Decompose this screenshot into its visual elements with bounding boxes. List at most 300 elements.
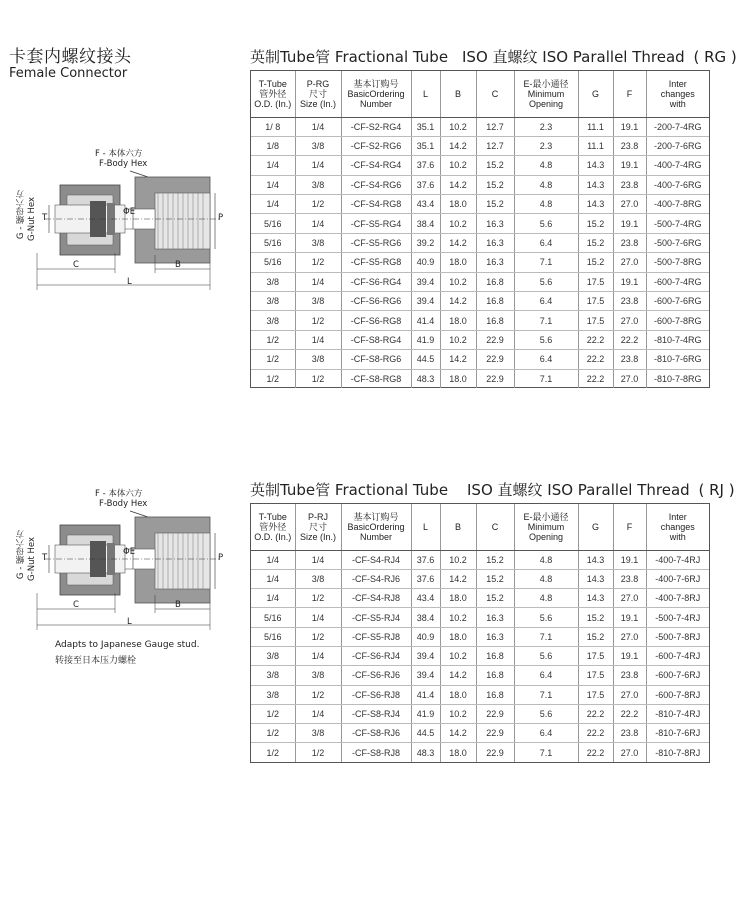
table-cell: 1/4 <box>251 569 295 588</box>
table-row <box>251 589 709 608</box>
table-cell: 18.0 <box>440 253 476 272</box>
table-cell: 16.8 <box>476 646 514 665</box>
column-header <box>578 504 613 550</box>
table-cell: 43.4 <box>411 195 440 214</box>
column-header-line: 管外径 <box>259 521 287 532</box>
section-2-title-right <box>467 479 735 500</box>
column-header <box>440 504 476 550</box>
body-hex-label-cn: F - 本体六方 <box>95 149 143 159</box>
column-header-line: Size (In.) <box>299 531 336 542</box>
section-1-title-left: 英制Tube管 Fractional Tube <box>250 48 449 66</box>
table-cell: 16.3 <box>476 233 514 252</box>
column-header <box>476 71 514 117</box>
column-header-line: T-Tube <box>258 511 287 522</box>
table-cell: 10.2 <box>440 117 476 136</box>
table-row <box>251 743 709 762</box>
table-cell: -CF-S8-RG4 <box>341 330 411 349</box>
table-cell: 19.1 <box>613 550 646 569</box>
table-cell: -CF-S4-RJ4 <box>341 550 411 569</box>
table-cell: 1/4 <box>251 589 295 608</box>
table-cell: 23.8 <box>613 175 646 194</box>
table-cell: 16.8 <box>476 685 514 704</box>
table-cell: 37.6 <box>411 569 440 588</box>
table-cell: -500-7-6RG <box>646 233 709 252</box>
table-cell: -400-7-8RJ <box>646 589 709 608</box>
table-cell: 18.0 <box>440 311 476 330</box>
table-cell: 15.2 <box>578 627 613 646</box>
column-header-line: with <box>669 98 686 109</box>
table-cell: -CF-S8-RG8 <box>341 369 411 388</box>
column-header <box>411 71 440 117</box>
column-header-line: T-Tube <box>258 78 287 89</box>
table-cell: 18.0 <box>440 369 476 388</box>
table-cell: -CF-S8-RJ6 <box>341 724 411 743</box>
table-cell: -400-7-4RJ <box>646 550 709 569</box>
column-header <box>295 71 341 117</box>
table-row <box>251 350 709 369</box>
table-cell: 19.1 <box>613 117 646 136</box>
column-header <box>514 71 578 117</box>
table-cell: 1/4 <box>295 272 341 291</box>
table-cell: 1/2 <box>251 724 295 743</box>
table-cell: -810-7-4RJ <box>646 704 709 723</box>
table-cell: 16.3 <box>476 608 514 627</box>
table-cell: 1/4 <box>295 330 341 349</box>
table-cell: -CF-S4-RJ8 <box>341 589 411 608</box>
column-header-line: L <box>422 88 428 99</box>
page-title-cn: 卡套内螺纹接头 <box>9 47 132 67</box>
table-row <box>251 117 709 136</box>
table-cell: 3/8 <box>251 292 295 311</box>
table-cell: -CF-S6-RJ8 <box>341 685 411 704</box>
connector-drawing <box>15 485 230 635</box>
column-header-line: changes <box>660 521 695 532</box>
table-cell: 11.1 <box>578 136 613 155</box>
section-1-header-row <box>251 71 709 117</box>
column-header-line: 尺寸 <box>308 88 327 99</box>
table-cell: 5/16 <box>251 233 295 252</box>
female-connector-diagram-2 <box>15 485 230 635</box>
table-cell: 5.6 <box>514 214 578 233</box>
table-cell: 37.6 <box>411 175 440 194</box>
column-header-line: changes <box>660 88 695 99</box>
table-cell: -600-7-4RG <box>646 272 709 291</box>
table-cell: 22.9 <box>476 369 514 388</box>
table-cell: 1/4 <box>251 195 295 214</box>
table-cell: 5/16 <box>251 214 295 233</box>
table-cell: 15.2 <box>476 569 514 588</box>
table-cell: 41.9 <box>411 330 440 349</box>
table-cell: 22.9 <box>476 704 514 723</box>
table-cell: -400-7-6RJ <box>646 569 709 588</box>
table-cell: 1/2 <box>251 369 295 388</box>
table-cell: 3/8 <box>295 569 341 588</box>
table-cell: 15.2 <box>476 156 514 175</box>
table-cell: 14.3 <box>578 550 613 569</box>
table-cell: 19.1 <box>613 608 646 627</box>
table-cell: -CF-S8-RJ4 <box>341 704 411 723</box>
table-cell: 44.5 <box>411 350 440 369</box>
table-cell: 23.8 <box>613 292 646 311</box>
table-cell: 41.9 <box>411 704 440 723</box>
column-header-line: Size (In.) <box>299 98 336 109</box>
table-cell: 39.4 <box>411 646 440 665</box>
table-cell: 1/ 8 <box>251 117 295 136</box>
column-header-line: G <box>591 521 599 532</box>
table-cell: 39.2 <box>411 233 440 252</box>
table-cell: 22.9 <box>476 743 514 762</box>
adapter-note-cn: 转接至日本压力螺栓 <box>55 656 137 666</box>
table-cell: -CF-S6-RG4 <box>341 272 411 291</box>
dim-e-label: ΦE <box>123 207 136 217</box>
table-cell: 41.4 <box>411 311 440 330</box>
table-cell: 1/2 <box>295 627 341 646</box>
table-cell: 5.6 <box>514 608 578 627</box>
table-cell: -500-7-4RJ <box>646 608 709 627</box>
table-cell: 1/4 <box>295 608 341 627</box>
column-header-line: P-RG <box>306 78 330 89</box>
table-cell: 10.2 <box>440 156 476 175</box>
table-cell: 23.8 <box>613 136 646 155</box>
table-cell: -200-7-4RG <box>646 117 709 136</box>
table-cell: 16.3 <box>476 214 514 233</box>
table-cell: 27.0 <box>613 253 646 272</box>
table-cell: 48.3 <box>411 369 440 388</box>
table-cell: 1/2 <box>295 685 341 704</box>
table-cell: 3/8 <box>251 685 295 704</box>
table-row <box>251 704 709 723</box>
table-cell: 4.8 <box>514 156 578 175</box>
table-cell: 48.3 <box>411 743 440 762</box>
section-1-thread-code: ( RG ) <box>693 48 737 66</box>
table-cell: 3/8 <box>251 646 295 665</box>
table-cell: -400-7-8RG <box>646 195 709 214</box>
table-row <box>251 195 709 214</box>
table-cell: 3/8 <box>251 272 295 291</box>
body-hex-label-en: F-Body Hex <box>99 499 148 509</box>
column-header-line: 基本订购号 <box>353 511 399 522</box>
table-cell: 23.8 <box>613 724 646 743</box>
table-cell: 10.2 <box>440 646 476 665</box>
table-cell: 14.3 <box>578 175 613 194</box>
table-cell: 4.8 <box>514 569 578 588</box>
column-header-line: Number <box>359 98 392 109</box>
table-cell: -CF-S8-RJ8 <box>341 743 411 762</box>
table-cell: -CF-S2-RG6 <box>341 136 411 155</box>
column-header <box>440 71 476 117</box>
column-header <box>251 504 295 550</box>
table-cell: 14.3 <box>578 156 613 175</box>
table-cell: -810-7-6RG <box>646 350 709 369</box>
column-header-line: L <box>422 521 428 532</box>
table-cell: 22.2 <box>613 704 646 723</box>
table-cell: 18.0 <box>440 589 476 608</box>
table-cell: 1/4 <box>295 156 341 175</box>
table-cell: 27.0 <box>613 589 646 608</box>
table-cell: 27.0 <box>613 743 646 762</box>
table-cell: 5/16 <box>251 608 295 627</box>
column-header-line: G <box>591 88 599 99</box>
table-cell: 10.2 <box>440 608 476 627</box>
table-row <box>251 233 709 252</box>
table-cell: 14.2 <box>440 350 476 369</box>
table-cell: -500-7-8RG <box>646 253 709 272</box>
table-cell: 23.8 <box>613 350 646 369</box>
table-cell: 18.0 <box>440 195 476 214</box>
section-1-title-right <box>462 46 737 67</box>
table-cell: 15.2 <box>578 253 613 272</box>
table-cell: -CF-S4-RG4 <box>341 156 411 175</box>
column-header-line: F <box>626 88 633 99</box>
table-cell: 27.0 <box>613 685 646 704</box>
table-row <box>251 724 709 743</box>
section-2-header-row <box>251 504 709 550</box>
table-cell: 15.2 <box>578 233 613 252</box>
table-row <box>251 550 709 569</box>
table-cell: 1/2 <box>251 330 295 349</box>
table-cell: 3/8 <box>295 666 341 685</box>
table-cell: 40.9 <box>411 627 440 646</box>
table-cell: 1/2 <box>295 743 341 762</box>
table-cell: 17.5 <box>578 666 613 685</box>
table-cell: 15.2 <box>476 175 514 194</box>
table-cell: 3/8 <box>295 292 341 311</box>
table-cell: 22.2 <box>578 350 613 369</box>
table-cell: 39.4 <box>411 666 440 685</box>
dim-t-label: T <box>42 553 48 563</box>
column-header-line: Opening <box>528 98 564 109</box>
table-cell: -500-7-4RG <box>646 214 709 233</box>
table-cell: -CF-S5-RG8 <box>341 253 411 272</box>
column-header-line: E-最小通径 <box>523 78 569 89</box>
table-cell: -CF-S6-RG6 <box>341 292 411 311</box>
page-title-en: Female Connector <box>9 66 128 81</box>
table-row <box>251 156 709 175</box>
table-cell: 14.2 <box>440 292 476 311</box>
column-header-line: 基本订购号 <box>353 78 399 89</box>
dim-e-label: ΦE <box>123 547 136 557</box>
column-header <box>646 504 709 550</box>
column-header-line: BasicOrdering <box>347 88 405 99</box>
table-cell: 14.2 <box>440 136 476 155</box>
table-cell: 4.8 <box>514 175 578 194</box>
body-hex-label-en: F-Body Hex <box>99 159 148 169</box>
table-cell: 19.1 <box>613 214 646 233</box>
table-cell: 6.4 <box>514 724 578 743</box>
table-cell: 15.2 <box>578 608 613 627</box>
column-header <box>613 504 646 550</box>
nut-hex-label-en: G-Nut Hex <box>27 537 37 581</box>
table-row <box>251 330 709 349</box>
table-cell: 35.1 <box>411 117 440 136</box>
table-cell: 17.5 <box>578 311 613 330</box>
table-cell: 15.2 <box>476 195 514 214</box>
table-cell: 5.6 <box>514 646 578 665</box>
table-cell: -600-7-4RJ <box>646 646 709 665</box>
table-cell: 1/4 <box>295 646 341 665</box>
column-header <box>295 504 341 550</box>
table-cell: 3/8 <box>295 350 341 369</box>
table-cell: 14.2 <box>440 233 476 252</box>
female-connector-diagram-1 <box>15 145 230 295</box>
table-cell: 16.8 <box>476 666 514 685</box>
table-row <box>251 666 709 685</box>
table-cell: 1/4 <box>295 704 341 723</box>
column-header-line: 管外径 <box>259 88 287 99</box>
table-cell: 39.4 <box>411 272 440 291</box>
table-cell: -CF-S6-RG8 <box>341 311 411 330</box>
table-cell: -CF-S4-RG6 <box>341 175 411 194</box>
nut-hex-label-cn: G - 螺母六方 <box>16 530 26 580</box>
dim-p-label: P <box>218 553 224 563</box>
column-header <box>341 71 411 117</box>
table-cell: -810-7-8RG <box>653 374 702 385</box>
table-cell: 7.1 <box>514 685 578 704</box>
dim-b-label: B <box>175 600 181 610</box>
table-cell: -CF-S6-RJ4 <box>341 646 411 665</box>
table-cell: 22.2 <box>578 724 613 743</box>
table-cell: 4.8 <box>514 550 578 569</box>
table-cell: 10.2 <box>440 704 476 723</box>
table-cell: 16.3 <box>476 253 514 272</box>
table-cell: 1/4 <box>295 117 341 136</box>
table-cell: 22.9 <box>476 350 514 369</box>
table-row <box>251 569 709 588</box>
table-cell: 1/2 <box>251 704 295 723</box>
table-cell: 10.2 <box>440 330 476 349</box>
table-cell: -200-7-6RG <box>646 136 709 155</box>
table-row <box>251 311 709 330</box>
table-cell: 2.3 <box>514 136 578 155</box>
column-header <box>251 71 295 117</box>
table-cell: 10.2 <box>440 272 476 291</box>
table-cell: 11.1 <box>578 117 613 136</box>
table-cell: 17.5 <box>578 292 613 311</box>
table-cell: 39.4 <box>411 292 440 311</box>
table-cell: 1/2 <box>295 311 341 330</box>
table-cell: -CF-S5-RG6 <box>341 233 411 252</box>
table-cell: 14.2 <box>440 666 476 685</box>
table-cell: 18.0 <box>440 743 476 762</box>
table-row <box>251 369 709 388</box>
table-cell: -600-7-8RJ <box>646 685 709 704</box>
table-cell: 16.3 <box>476 627 514 646</box>
table-cell: 10.2 <box>440 214 476 233</box>
table-cell: 41.4 <box>411 685 440 704</box>
table-cell: 22.2 <box>578 743 613 762</box>
table-cell: 14.3 <box>578 195 613 214</box>
table-cell: 5.6 <box>514 704 578 723</box>
table-cell: 7.1 <box>514 311 578 330</box>
table-cell: -CF-S4-RJ6 <box>341 569 411 588</box>
column-header-line: BasicOrdering <box>347 521 405 532</box>
table-cell: -CF-S8-RG6 <box>341 350 411 369</box>
table-cell: 27.0 <box>613 627 646 646</box>
table-cell: 19.1 <box>613 646 646 665</box>
table-cell: -CF-S4-RG8 <box>341 195 411 214</box>
column-header-line: Minimum <box>527 88 565 99</box>
table-cell: 40.9 <box>411 253 440 272</box>
column-header-line: P-RJ <box>308 511 328 522</box>
column-header <box>476 504 514 550</box>
section-2-spec-table <box>251 504 709 762</box>
table-cell: 12.7 <box>476 117 514 136</box>
dim-l-label: L <box>127 617 132 627</box>
table-cell: 6.4 <box>514 292 578 311</box>
table-cell: 27.0 <box>613 369 646 388</box>
table-cell: 14.2 <box>440 175 476 194</box>
column-header-line: Number <box>359 531 392 542</box>
column-header <box>646 71 709 117</box>
table-cell: 5/16 <box>251 627 295 646</box>
table-cell: 23.8 <box>613 233 646 252</box>
dim-c-label: C <box>73 600 79 610</box>
table-cell: 16.8 <box>476 292 514 311</box>
table-cell: 15.2 <box>578 214 613 233</box>
table-cell: 3/8 <box>295 233 341 252</box>
section-2-title-left: 英制Tube管 Fractional Tube <box>250 481 449 499</box>
table-cell: -600-7-6RJ <box>646 666 709 685</box>
table-cell: 14.2 <box>440 724 476 743</box>
table-cell: 5.6 <box>514 330 578 349</box>
table-cell: -810-7-8RJ <box>655 747 701 758</box>
table-cell: 3/8 <box>251 311 295 330</box>
table-cell: -600-7-8RG <box>646 311 709 330</box>
column-header-line: E-最小通径 <box>523 511 569 522</box>
table-cell: 1/2 <box>251 743 295 762</box>
table-cell: 2.3 <box>514 117 578 136</box>
table-cell: 7.1 <box>514 253 578 272</box>
table-cell: 1/4 <box>295 214 341 233</box>
table-cell: 15.2 <box>476 589 514 608</box>
column-header <box>514 504 578 550</box>
table-cell: 27.0 <box>613 195 646 214</box>
body-hex-label-cn: F - 本体六方 <box>95 489 143 499</box>
table-cell: 7.1 <box>514 627 578 646</box>
table-cell: 1/4 <box>295 550 341 569</box>
table-cell: 22.2 <box>578 369 613 388</box>
column-header-line: Inter <box>668 511 687 522</box>
table-cell: 18.0 <box>440 685 476 704</box>
column-header <box>578 71 613 117</box>
table-cell: -CF-S5-RJ4 <box>341 608 411 627</box>
section-2-thread-name: ISO 直螺纹 ISO Parallel Thread <box>467 481 690 499</box>
table-row <box>251 292 709 311</box>
column-header-line: Inter <box>668 78 687 89</box>
table-cell: -600-7-6RG <box>646 292 709 311</box>
table-cell: 6.4 <box>514 233 578 252</box>
table-row <box>251 175 709 194</box>
column-header-line: B <box>454 521 461 532</box>
column-header-line: F <box>626 521 633 532</box>
section-1-spec-table <box>251 71 709 388</box>
dim-p-label: P <box>218 213 224 223</box>
table-cell: -400-7-6RG <box>646 175 709 194</box>
table-row <box>251 627 709 646</box>
table-cell: -500-7-8RJ <box>646 627 709 646</box>
table-cell: -810-7-4RG <box>646 330 709 349</box>
table-cell: 14.3 <box>578 569 613 588</box>
table-cell: -CF-S5-RG4 <box>341 214 411 233</box>
table-cell: 17.5 <box>578 272 613 291</box>
column-header-line: with <box>669 531 686 542</box>
column-header-line: C <box>491 521 499 532</box>
table-cell: 12.7 <box>476 136 514 155</box>
table-cell: 7.1 <box>514 369 578 388</box>
table-row <box>251 272 709 291</box>
table-cell: 18.0 <box>440 627 476 646</box>
table-row <box>251 685 709 704</box>
